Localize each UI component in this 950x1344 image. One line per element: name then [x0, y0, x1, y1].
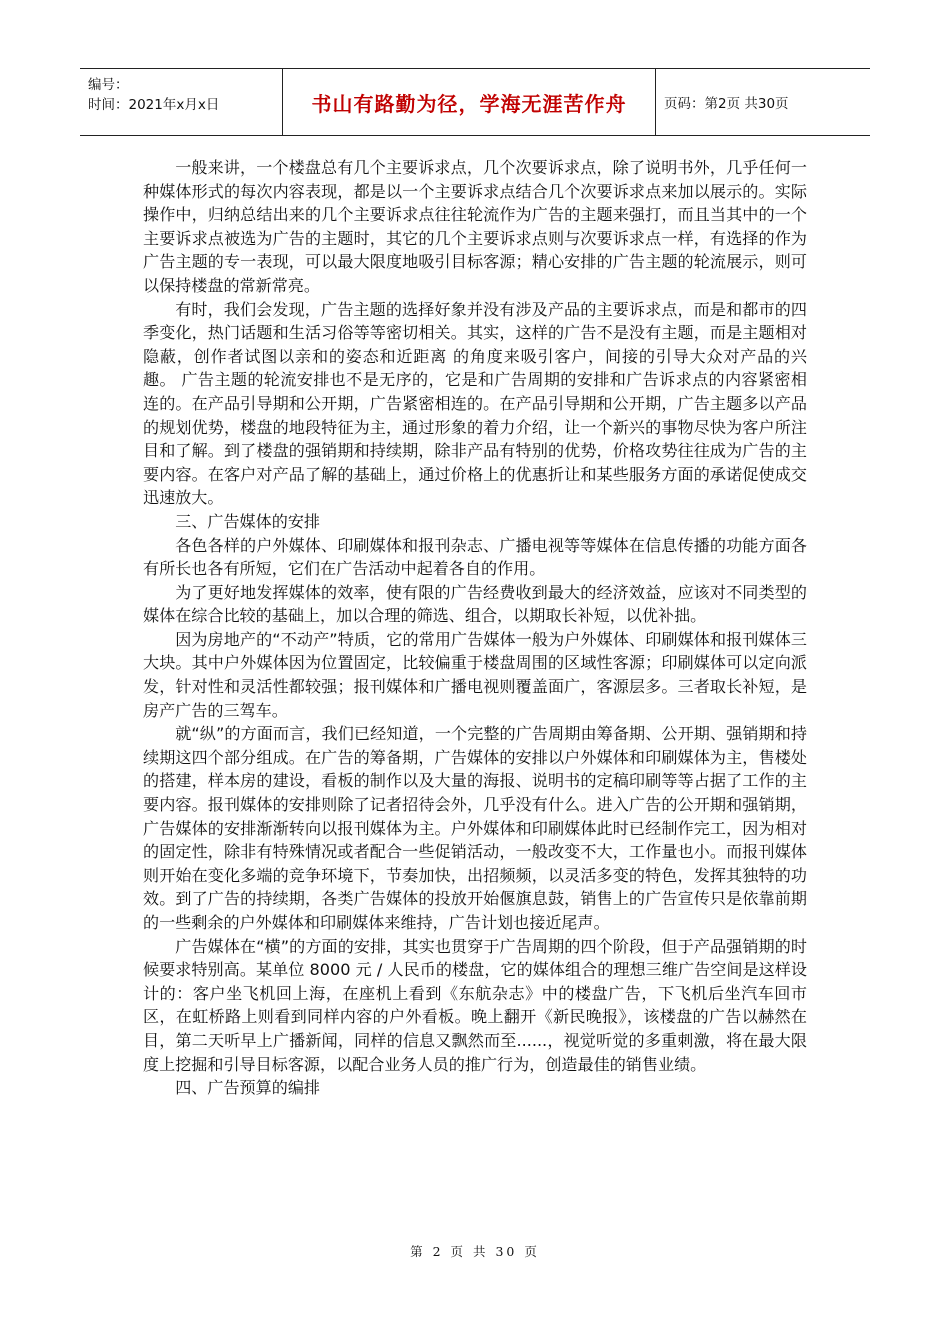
document-body: [143, 156, 807, 1100]
body-paragraph: 为了更好地发挥媒体的效率，使有限的广告经费收到最大的经济效益，应该对不同类型的媒体在综合比较的基础上，加以合理的筛选、组合，以期取长补短，以优补拙。: [143, 582, 807, 626]
document-code-label: 编号：: [88, 77, 129, 93]
section-heading: 四、广告预算的编排: [175, 1078, 321, 1098]
page-footer: 第 2 页 共 30 页: [410, 1244, 540, 1259]
document-date: 时间：2021年x月x日: [88, 97, 220, 113]
header-motto: 书山有路勤为径，学海无涯苦作舟: [311, 91, 627, 116]
body-paragraph: 一般来讲，一个楼盘总有几个主要诉求点，几个次要诉求点，除了说明书外，几乎任何一种媒体形式的每次内容表现，都是以一个主要诉求点结合几个次要诉求点来加以展示的。实际操作中，归纳总结出来的几个主要诉求点往往轮流作为广告的主题来强打，而且当其中的一个主要诉求点被选为广告的主题时，其它的几个主要诉求点则与次要诉求点一样，有选择的作为广告主题的专一表现，可以最大限度地吸引目标客源；精心安排的广告主题的轮流展示，则可以保持楼盘的常新常亮。: [143, 158, 807, 295]
body-paragraph: 有时，我们会发现，广告主题的选择好象并没有涉及产品的主要诉求点，而是和都市的四季变化，热门话题和生活习俗等等密切相关。其实，这样的广告不是没有主题，而是主题相对隐蔽，创作者试图以亲和的姿态和近距离 的角度来吸引客户，间接的引导大众对产品的兴趣。 广告主题的轮流安排也不是无序的，它是和广告周期的安排和广告诉求点的内容紧密相连的。在产品引导期和公开期，广告紧密相连的。在产品引导期和公开期，广告主题多以产品的规划优势，楼盘的地段特征为主，通过形象的着力介绍，让一个新兴的事物尽快为客户所注目和了解。到了楼盘的强销期和持续期，除非产品有特别的优势，价格攻势往往成为广告的主要内容。在客户对产品了解的基础上，通过价格上的优惠折让和某些服务方面的承诺促使成交迅速放大。: [143, 299, 807, 508]
header-page-cell: [656, 69, 870, 135]
page-header: [80, 68, 870, 136]
header-motto-cell: [283, 69, 656, 135]
body-paragraph: 因为房地产的“不动产”特质，它的常用广告媒体一般为户外媒体、印刷媒体和报刊媒体三大块。其中户外媒体因为位置固定，比较偏重于楼盘周围的区域性客源；印刷媒体可以定向派发，针对性和灵活性都较强；报刊媒体和广播电视则覆盖面广，客源层多。三者取长补短，是房产广告的三驾车。: [143, 629, 807, 720]
body-paragraph: 各色各样的户外媒体、印刷媒体和报刊杂志、广播电视等等媒体在信息传播的功能方面各有所长也各有所短，它们在广告活动中起着各自的作用。: [143, 535, 807, 579]
header-info-cell: [80, 69, 283, 135]
header-page-info: 页码：第2页 共30页: [664, 96, 789, 112]
body-paragraph: 广告媒体在“横”的方面的安排，其实也贯穿于广告周期的四个阶段，但于产品强销期的时候要求特别高。某单位 8000 元 / 人民币的楼盘，它的媒体组合的理想三维广告空间是这样设计的：客户坐飞机回上海，在座机上看到《东航杂志》中的楼盘广告，下飞机后坐汽车回市区，在虹桥路上则看到同样内容的户外看板。晚上翻开《新民晚报》，该楼盘的广告以赫然在目，第二天听早上广播新闻，同样的信息又飘然而至......，视觉听觉的多重刺激，将在最大限度上挖掘和引导目标客源，以配合业务人员的推广行为，创造最佳的销售业绩。: [143, 936, 807, 1074]
section-heading: 三、广告媒体的安排: [175, 511, 321, 531]
body-paragraph: 就“纵”的方面而言，我们已经知道，一个完整的广告周期由筹备期、公开期、强销期和持续期这四个部分组成。在广告的筹备期，广告媒体的安排以户外媒体和印刷媒体为主，售楼处的搭建，样本房的建设，看板的制作以及大量的海报、说明书的定稿印刷等等占据了工作的主要内容。报刊媒体的安排则除了记者招待会外，几乎没有什么。进入广告的公开期和强销期，广告媒体的安排渐渐转向以报刊媒体为主。户外媒体和印刷媒体此时已经制作完工，因为相对的固定性，除非有特殊情况或者配合一些促销活动，一般改变不大，工作量也小。而报刊媒体则开始在变化多端的竞争环境下，节奏加快，出招频频，以灵活多变的特色，发挥其独特的功效。到了广告的持续期，各类广告媒体的投放开始偃旗息鼓，销售上的广告宣传只是依靠前期的一些剩余的户外媒体和印刷媒体来维持，广告计划也接近尾声。: [143, 724, 807, 932]
